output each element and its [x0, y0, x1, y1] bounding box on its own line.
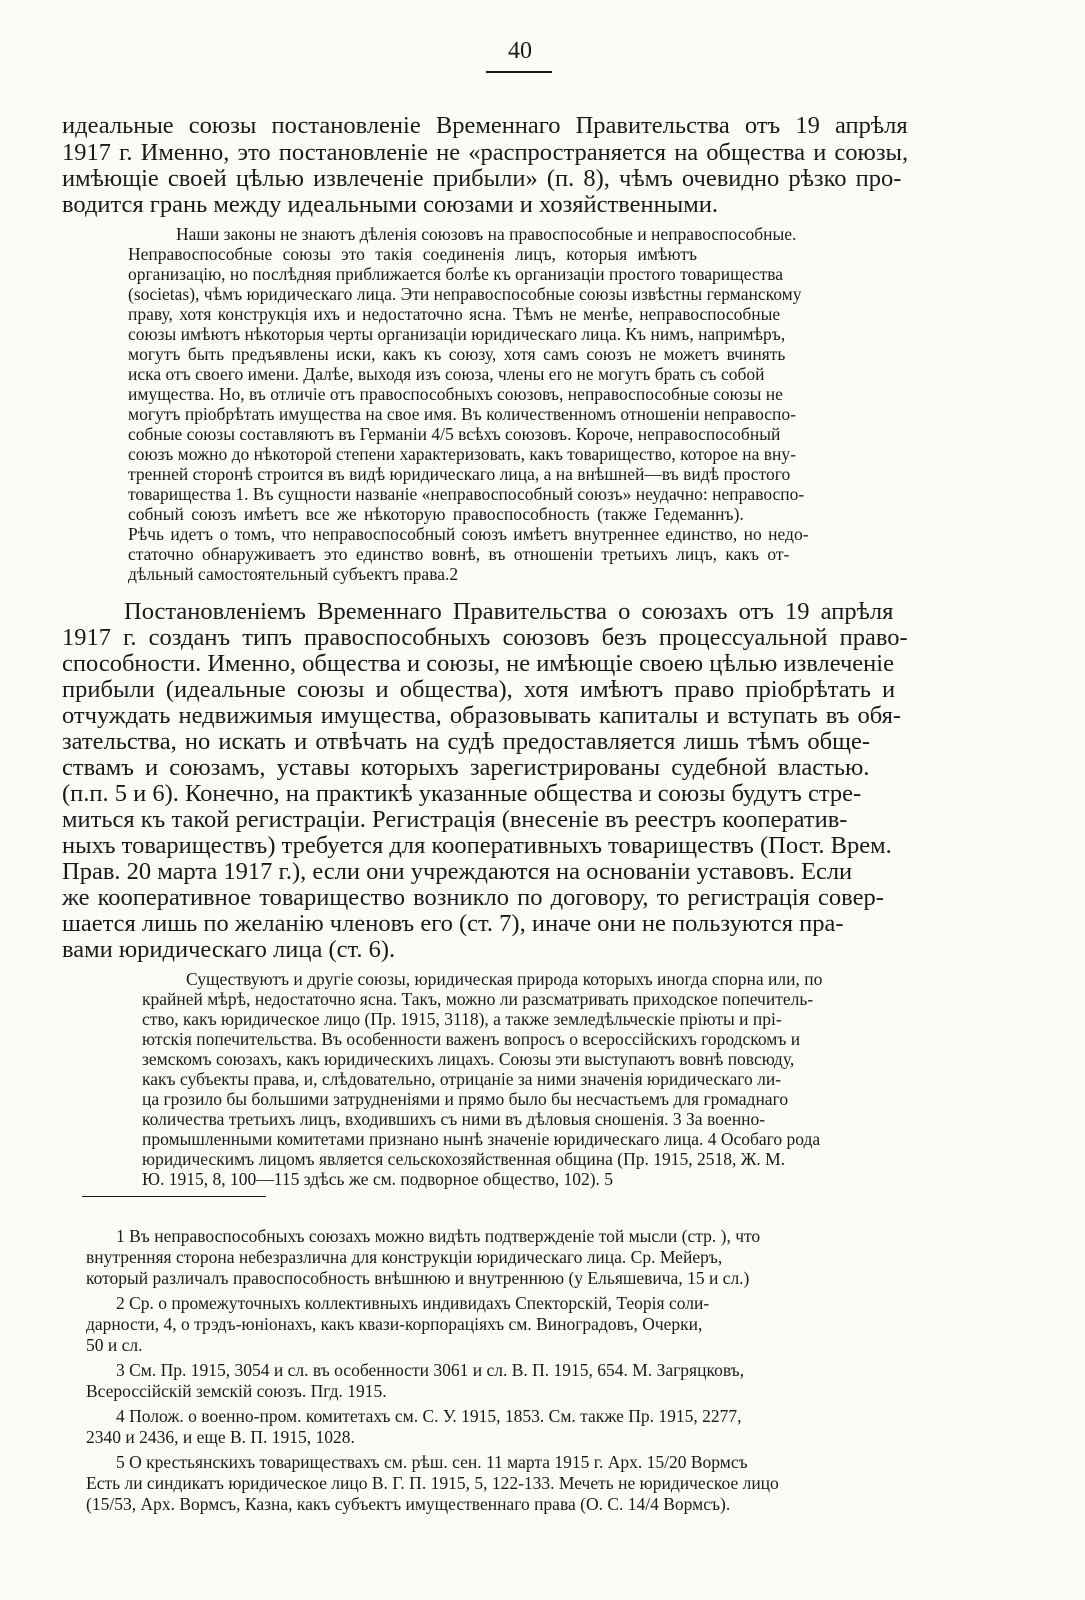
- text-line: отчуждать недвижимыя имущества, образовывать капиталы и вступать въ обя-: [62, 702, 902, 729]
- text-line: союзъ можно до нѣкоторой степени характеризовать, какъ товарищество, которое на вну-: [128, 444, 796, 464]
- text-line: какъ субъекты права, и, слѣдовательно, отрицаніе за ними значенія юридическаго ли-: [142, 1069, 782, 1089]
- footnote-line: 2340 и 2436, и еще В. П. 1915, 1028.: [86, 1427, 355, 1447]
- footnote-line: 5 О крестьянскихъ товариществахъ см. рѣш. сен. 11 марта 1915 г. Арх. 15/20 Вормсъ: [116, 1452, 748, 1472]
- footnote-line: 1 Въ неправоспособныхъ союзахъ можно видѣть подтвержденіе той мысли (стр. ), что: [116, 1226, 761, 1246]
- text-line: собный союзъ имѣетъ все же нѣкоторую правоспособность (также Гедеманнъ).: [128, 504, 744, 524]
- text-line: Рѣчь идетъ о томъ, что неправоспособный союзъ имѣетъ внутреннее единство, но недо-: [128, 524, 809, 544]
- text-line: 1917 г. Именно, это постановленіе не «распространяется на общества и союзы,: [62, 139, 909, 166]
- text-line: же кооперативное товарищество возникло по договору, то регистрація совер-: [62, 884, 884, 911]
- text-line: ствамъ и союзамъ, уставы которыхъ зарегистрированы судебной властью.: [62, 754, 870, 781]
- text-line: могутъ пріобрѣтать имущества на свое имя. Въ количественномъ отношеніи неправоспо-: [128, 404, 796, 424]
- text-line: Существуютъ и другіе союзы, юридическая природа которыхъ иногда спорна или, по: [186, 969, 823, 989]
- text-line: ютскія попечительства. Въ особенности важенъ вопросъ о всероссійскихъ городскомъ и: [142, 1029, 801, 1049]
- text-line: праву, хотя конструкція ихъ и недостаточно ясна. Тѣмъ не менѣе, неправоспособные: [128, 304, 781, 324]
- footnote-line: 50 и сл.: [86, 1335, 143, 1355]
- footnote-line: 2 Ср. о промежуточныхъ коллективныхъ индивидахъ Спекторскій, Теорія соли-: [116, 1293, 710, 1313]
- text-line: могутъ быть предъявлены иски, какъ къ союзу, хотя самъ союзъ не можетъ вчинять: [128, 344, 786, 364]
- text-line: крайней мѣрѣ, недостаточно ясна. Такъ, можно ли разсматривать приходское попечитель-: [142, 989, 814, 1009]
- text-line: земскомъ союзахъ, какъ юридическихъ лицахъ. Союзы эти выступаютъ вовнѣ повсюду,: [142, 1049, 795, 1069]
- text-line: 1917 г. созданъ типъ правоспособныхъ союзовъ безъ процессуальной право-: [62, 624, 908, 651]
- text-line: шается лишь по желанію членовъ его (ст. 7), иначе они не пользуются пра-: [62, 910, 844, 937]
- text-line: промышленными комитетами признано нынѣ значеніе юридическаго лица. 4 Особаго рода: [142, 1129, 821, 1149]
- page-number-rule: [486, 71, 552, 73]
- text-line: имущества. Но, въ отличіе отъ правоспособныхъ союзовъ, неправоспособные союзы не: [128, 384, 783, 404]
- text-line: ство, какъ юридическое лицо (Пр. 1915, 3118), а также земледѣльческіе пріюты и прі-: [142, 1009, 782, 1029]
- text-line: юридическимъ лицомъ является сельскохозяйственная община (Пр. 1915, 2518, Ж. М.: [142, 1149, 786, 1169]
- page-number: 40: [508, 38, 532, 64]
- footnote-line: внутренняя сторона небезразлична для конструкціи юридическаго лица. Ср. Мейеръ,: [86, 1247, 723, 1267]
- text-line: союзы имѣютъ нѣкоторыя черты организаціи юридическаго лица. Къ нимъ, напримѣръ,: [128, 324, 786, 344]
- text-line: ныхъ товариществъ) требуется для кооперативныхъ товариществъ (Пост. Врем.: [62, 832, 892, 859]
- text-line: иска отъ своего имени. Далѣе, выходя изъ союза, члены его не могутъ брать съ собой: [128, 364, 765, 384]
- footnote-separator: [82, 1196, 266, 1197]
- footnote-line: Всероссійскій земскій союзъ. Пгд. 1915.: [86, 1381, 387, 1401]
- text-line: идеальные союзы постановленіе Временнаго Правительства отъ 19 апрѣля: [62, 112, 908, 139]
- footnote-line: Есть ли синдикатъ юридическое лицо В. Г. П. 1915, 5, 122-133. Мечеть не юридическое лицо: [86, 1473, 779, 1493]
- text-line: Наши законы не знаютъ дѣленія союзовъ на правоспособные и неправоспособные.: [176, 224, 797, 244]
- text-line: прибыли (идеальные союзы и общества), хотя имѣютъ право пріобрѣтать и: [62, 676, 896, 703]
- text-line: организацію, но послѣдняя приближается болѣе къ организаціи простого товарищества: [128, 264, 784, 284]
- footnote-line: дарности, 4, о трэдъ-юніонахъ, какъ квази-корпораціяхъ см. Виноградовъ, Очерки,: [86, 1314, 703, 1334]
- text-line: дѣльный самостоятельный субъектъ права.2: [128, 564, 459, 584]
- footnote-line: который различалъ правоспособность внѣшнюю и внутреннюю (у Ельяшевича, 15 и сл.): [86, 1268, 750, 1288]
- text-line: Неправоспособные союзы это такія соединенія лицъ, которыя имѣютъ: [128, 244, 698, 264]
- text-line: тренней сторонѣ строится въ видѣ юридическаго лица, а на внѣшней—въ видѣ простого: [128, 464, 791, 484]
- text-line: товарищества 1. Въ сущности названіе «неправоспособный союзъ» неудачно: неправоспо-: [128, 484, 805, 504]
- text-line: водится грань между идеальными союзами и хозяйственными.: [62, 191, 718, 218]
- text-line: Ю. 1915, 8, 100—115 здѣсь же см. подворное общество, 102). 5: [142, 1169, 614, 1189]
- text-line: имѣющіе своей цѣлью извлеченіе прибыли» (п. 8), чѣмъ очевидно рѣзко про-: [62, 165, 902, 192]
- text-line: зательства, но искать и отвѣчать на судѣ предоставляется лишь тѣмъ обще-: [62, 728, 870, 755]
- text-line: (societas), чѣмъ юридическаго лица. Эти неправоспособные союзы извѣстны германскому: [128, 284, 802, 304]
- text-line: вами юридическаго лица (ст. 6).: [62, 936, 396, 963]
- text-line: ца грозило бы большими затрудненіями и прямо было бы несчастьемъ для громаднаго: [142, 1089, 789, 1109]
- text-line: способности. Именно, общества и союзы, не имѣющіе своею цѣлью извлеченіе: [62, 650, 894, 677]
- text-line: Прав. 20 марта 1917 г.), если они учреждаются на основаніи уставовъ. Если: [62, 858, 853, 885]
- footnote-line: (15/53, Арх. Вормсъ, Казна, какъ субъектъ имущественнаго права (О. С. 14/4 Вормсъ).: [86, 1494, 731, 1514]
- text-line: (п.п. 5 и 6). Конечно, на практикѣ указанные общества и союзы будутъ стре-: [62, 780, 862, 807]
- text-line: Постановленіемъ Временнаго Правительства о союзахъ отъ 19 апрѣля: [124, 598, 894, 625]
- text-line: собные союзы составляютъ въ Германіи 4/5 всѣхъ союзовъ. Короче, неправоспособный: [128, 424, 781, 444]
- text-line: статочно обнаруживаетъ это единство вовнѣ, въ отношеніи третьихъ лицъ, какъ от-: [128, 544, 790, 564]
- footnote-line: 4 Полож. о военно-пром. комитетахъ см. С. У. 1915, 1853. См. также Пр. 1915, 2277,: [116, 1406, 742, 1426]
- text-line: миться къ такой регистраціи. Регистрація (внесеніе въ реестръ кооператив-: [62, 806, 848, 833]
- text-line: количества третьихъ лицъ, входившихъ съ ними въ дѣловыя сношенія. 3 За военно-: [142, 1109, 766, 1129]
- footnote-line: 3 См. Пр. 1915, 3054 и сл. въ особенности 3061 и сл. В. П. 1915, 654. М. Загряцковъ,: [116, 1360, 745, 1380]
